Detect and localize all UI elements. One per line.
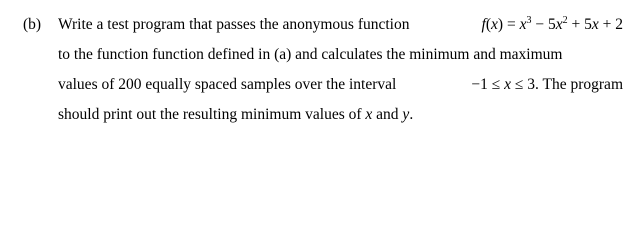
line-2-text: to the function function defined in (a) and calculates the minimum and maximum <box>58 46 563 63</box>
problem-line-4 <box>23 100 623 130</box>
line-4-text: should print out the resulting minimum values of <box>58 106 362 123</box>
line-1-content <box>58 10 623 40</box>
problem-part-b <box>23 10 623 130</box>
formula: $f(x) = x^3 - 5x^2 + 5x + 2$ <box>481 15 623 33</box>
line-4-vars: x and y. <box>365 106 414 123</box>
line-3-text: values of 200 equally spaced samples over the interval <box>58 76 397 93</box>
line-3-content <box>58 70 623 100</box>
problem-line-3 <box>23 70 623 100</box>
problem-line-1 <box>23 10 623 40</box>
problem-label: (b) <box>23 16 42 33</box>
interval-expression: −1 ≤ x ≤ 3. The program <box>471 76 623 93</box>
line-3-tail: The program <box>542 76 623 93</box>
problem-line-2 <box>23 40 623 70</box>
line-1-text: Write a test program that passes the anonymous function <box>58 16 410 33</box>
